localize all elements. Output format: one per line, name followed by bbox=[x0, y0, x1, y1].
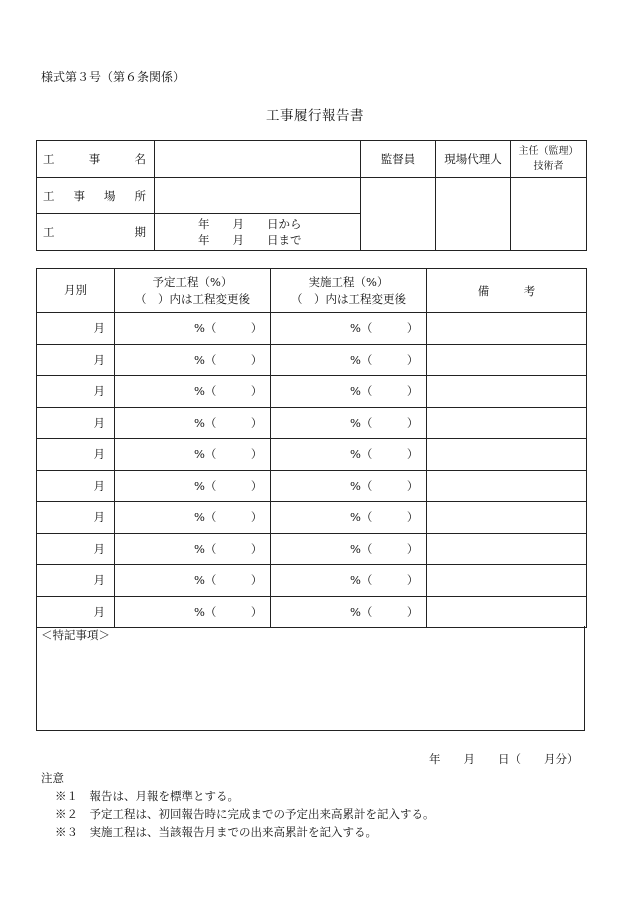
planned-cell: %（ ） bbox=[115, 376, 271, 408]
remarks-cell[interactable] bbox=[427, 502, 587, 534]
supervisor-label: 監督員 bbox=[361, 141, 436, 178]
planned-header: 予定工程（%） （ ）内は工程変更後 bbox=[115, 269, 271, 313]
planned-cell: %（ ） bbox=[115, 470, 271, 502]
header-table bbox=[36, 140, 587, 251]
planned-cell: %（ ） bbox=[115, 533, 271, 565]
remarks-header: 備 考 bbox=[427, 269, 587, 313]
actual-cell: %（ ） bbox=[271, 565, 427, 597]
planned-cell: %（ ） bbox=[115, 565, 271, 597]
note-item: ※１ 報告は、月報を標準とする。 bbox=[55, 789, 239, 803]
period-from: 年 月 日から bbox=[198, 217, 302, 231]
table-row bbox=[37, 596, 587, 628]
planned-cell: %（ ） bbox=[115, 502, 271, 534]
construction-site-field[interactable] bbox=[155, 178, 361, 214]
remarks-cell[interactable] bbox=[427, 565, 587, 597]
month-cell: 月 bbox=[37, 565, 115, 597]
site-agent-label: 現場代理人 bbox=[436, 141, 511, 178]
chief-engineer-seal-box[interactable] bbox=[511, 178, 587, 251]
note-item: ※２ 予定工程は、初回報告時に完成までの予定出来高累計を記入する。 bbox=[55, 807, 435, 821]
month-cell: 月 bbox=[37, 313, 115, 345]
actual-cell: %（ ） bbox=[271, 439, 427, 471]
remarks-cell[interactable] bbox=[427, 596, 587, 628]
special-notes-box[interactable] bbox=[36, 626, 585, 731]
form-id: 様式第３号（第６条関係） bbox=[41, 70, 186, 84]
period-field[interactable] bbox=[155, 214, 361, 251]
month-cell: 月 bbox=[37, 407, 115, 439]
actual-cell: %（ ） bbox=[271, 313, 427, 345]
report-date: 年 月 日（ 月分） bbox=[429, 752, 579, 766]
planned-cell: %（ ） bbox=[115, 313, 271, 345]
note-item: ※３ 実施工程は、当該報告月までの出来高累計を記入する。 bbox=[55, 825, 377, 839]
table-row bbox=[37, 502, 587, 534]
actual-header: 実施工程（%） （ ）内は工程変更後 bbox=[271, 269, 427, 313]
remarks-cell[interactable] bbox=[427, 407, 587, 439]
table-row bbox=[37, 313, 587, 345]
month-cell: 月 bbox=[37, 376, 115, 408]
actual-cell: %（ ） bbox=[271, 596, 427, 628]
site-agent-seal-box[interactable] bbox=[436, 178, 511, 251]
remarks-cell[interactable] bbox=[427, 376, 587, 408]
construction-name-label: 工 事 名 bbox=[37, 141, 155, 178]
month-cell: 月 bbox=[37, 533, 115, 565]
table-row bbox=[37, 533, 587, 565]
actual-cell: %（ ） bbox=[271, 344, 427, 376]
table-row bbox=[37, 439, 587, 471]
month-cell: 月 bbox=[37, 596, 115, 628]
planned-cell: %（ ） bbox=[115, 439, 271, 471]
period-label: 工 期 bbox=[37, 214, 155, 251]
construction-site-label: 工 事 場 所 bbox=[37, 178, 155, 214]
planned-cell: %（ ） bbox=[115, 344, 271, 376]
remarks-cell[interactable] bbox=[427, 439, 587, 471]
progress-table bbox=[36, 268, 587, 628]
chief-engineer-label: 主任（監理） 技術者 bbox=[511, 141, 587, 178]
actual-cell: %（ ） bbox=[271, 376, 427, 408]
month-cell: 月 bbox=[37, 439, 115, 471]
remarks-cell[interactable] bbox=[427, 344, 587, 376]
page-title: 工事履行報告書 bbox=[266, 108, 364, 124]
month-cell: 月 bbox=[37, 502, 115, 534]
planned-cell: %（ ） bbox=[115, 596, 271, 628]
table-row bbox=[37, 407, 587, 439]
planned-cell: %（ ） bbox=[115, 407, 271, 439]
table-row bbox=[37, 565, 587, 597]
month-cell: 月 bbox=[37, 344, 115, 376]
table-row bbox=[37, 344, 587, 376]
table-row bbox=[37, 376, 587, 408]
actual-cell: %（ ） bbox=[271, 533, 427, 565]
period-to: 年 月 日まで bbox=[198, 233, 302, 247]
supervisor-seal-box[interactable] bbox=[361, 178, 436, 251]
month-header: 月別 bbox=[37, 269, 115, 313]
actual-cell: %（ ） bbox=[271, 407, 427, 439]
actual-cell: %（ ） bbox=[271, 470, 427, 502]
table-row bbox=[37, 470, 587, 502]
month-cell: 月 bbox=[37, 470, 115, 502]
construction-name-field[interactable] bbox=[155, 141, 361, 178]
notes-heading: 注意 bbox=[41, 771, 64, 785]
remarks-cell[interactable] bbox=[427, 533, 587, 565]
special-notes-label: ＜特記事項＞ bbox=[41, 628, 110, 642]
remarks-cell[interactable] bbox=[427, 470, 587, 502]
remarks-cell[interactable] bbox=[427, 313, 587, 345]
actual-cell: %（ ） bbox=[271, 502, 427, 534]
